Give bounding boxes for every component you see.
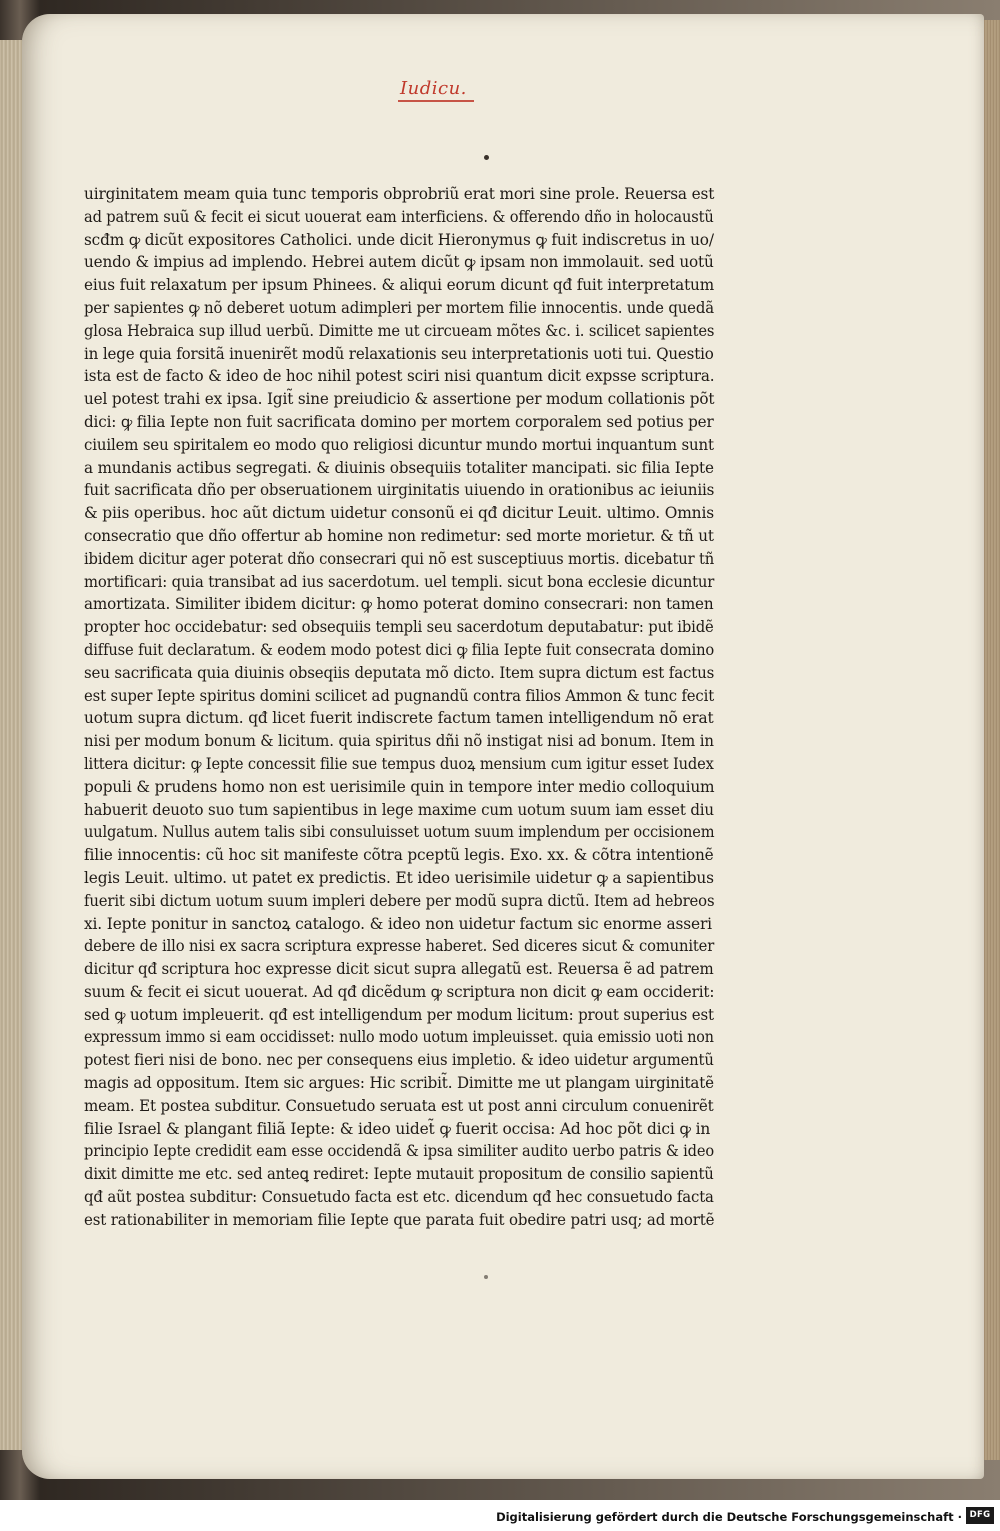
- text-line: glosa Hebraica sup illud uerbũ. Dimitte me ut circueam mõtes &c. i. scilicet sapientes: [84, 321, 715, 340]
- running-title: Iudicu.: [400, 78, 467, 99]
- text-line: propter hoc occidebatur: sed obsequiis templi seu sacerdotum deputabatur: put ibidẽ: [84, 618, 714, 637]
- text-line: filie Israel & plangant filiã Iepte: & ideo uidet̃ ꝙ fuerit occisa: Ad hoc põt dici ꝙ in: [84, 1119, 711, 1138]
- text-line: uotum supra dictum. qđ licet fuerit indiscrete factum tamen intelligendum nõ erat: [84, 709, 714, 728]
- text-line: xi. Iepte ponitur in sanctoꝝ catalogo. & ideo non uidetur factum sic enorme asseri: [84, 914, 712, 933]
- text-line: diffuse fuit declaratum. & eodem modo potest dici ꝙ filia Iepte fuit consecrata domino: [84, 640, 715, 659]
- funding-credit: Digitalisierung gefördert durch die Deutsche Forschungsgemeinschaft ·: [496, 1510, 962, 1524]
- text-line: consecratio que dño offertur ab homine non redimetur: sed morte morietur. & tñ ut: [84, 526, 714, 545]
- text-line: & piis operibus. hoc aũt dictum uidetur consonũ ei qđ dicitur Leuit. ultimo. Omnis: [84, 504, 714, 523]
- text-line: a mundanis actibus segregati. & diuinis obsequiis totaliter mancipati. sic filia Iepte: [84, 458, 714, 477]
- text-line: eius fuit relaxatum per ipsum Phinees. & aliqui eorum dicunt qđ fuit interpretatum: [84, 276, 715, 295]
- text-line: est super Iepte spiritus domini scilicet ad pugnandũ contra filios Ammon & tunc fecit: [84, 686, 715, 705]
- text-line: seu sacrificata quia diuinis obseqiis deputata mõ dicto. Item supra dictum est factus: [84, 663, 715, 682]
- text-line: est rationabiliter in memoriam filie Iepte que parata fuit obedire patri usq; ad mortẽ: [84, 1210, 715, 1229]
- text-line: uirginitatem meam quia tunc temporis obprobriũ erat mori sine prole. Reuersa est: [84, 185, 715, 203]
- text-line: uendo & impius ad implendo. Hebrei autem dicũt ꝙ ipsam non immolauit. sed uotũ: [84, 253, 714, 272]
- text-line: amortizata. Similiter ibidem dicitur: ꝙ homo poterat domino consecrari: non tamen: [84, 595, 714, 614]
- text-line: ista est de facto & ideo de hoc nihil potest sciri nisi quantum dicit expsse scriptura.: [84, 367, 715, 386]
- text-line: uulgatum. Nullus autem talis sibi consuluisset uotum suum implendum per occisionem: [84, 823, 715, 842]
- text-line: littera dicitur: ꝙ Iepte concessit filie sue tempus duoꝝ mensium cum igitur esset Iudex: [84, 754, 714, 773]
- text-column: [84, 183, 714, 1232]
- text-line: qđ aũt postea subditur: Consuetudo facta est etc. dicendum qđ hec consuetudo facta: [84, 1188, 714, 1207]
- text-line: ciuilem seu spiritalem eo modo quo religiosi dicuntur mundo mortui inquantum sunt: [84, 435, 714, 454]
- text-line: in lege quia forsitã inuenirẽt modũ relaxationis seu interpretationis uoti tui. Questio: [84, 344, 714, 363]
- text-line: debere de illo nisi ex sacra scriptura expresse haberet. Sed diceres sicut & comuniter: [84, 937, 715, 956]
- text-line: filie innocentis: cũ hoc sit manifeste cõtra pceptũ legis. Exo. xx. & cõtra intentionẽ: [84, 846, 714, 865]
- text-line: populi & prudens homo non est uerisimile quin in tempore inter medio colloquium: [84, 777, 715, 796]
- text-line: habuerit deuoto suo tum sapientibus in lege maxime cum uotum suum iam esset diu: [84, 800, 714, 819]
- text-line: sed ꝙ uotum impleuerit. qđ est intelligendum per modum licitum: prout superius est: [84, 1005, 714, 1024]
- text-line: dicitur qđ scriptura hoc expresse dicit sicut supra allegatũ est. Reuersa ẽ ad patrem: [84, 960, 714, 979]
- text-line: principio Iepte credidit eam esse occidendã & ipsa similiter audito uerbo patris & ideo: [84, 1142, 715, 1161]
- ink-speck: [484, 1275, 488, 1279]
- text-line: ad patrem suũ & fecit ei sicut uouerat eam interficiens. & offerendo dño in holocaustũ: [84, 207, 714, 226]
- text-line: dici: ꝙ filia Iepte non fuit sacrificata domino per mortem corporalem sed potius per: [84, 412, 714, 431]
- text-line: scđm ꝙ dicũt expositores Catholici. unde dicit Hieronymus ꝙ fuit indiscretus in uo/: [84, 230, 714, 249]
- text-line: potest fieri nisi de bono. nec per consequens eius impletio. & ideo uidetur argumentũ: [84, 1051, 714, 1070]
- dfg-logo: DFG: [966, 1507, 994, 1524]
- text-line: fuit sacrificata dño per obseruationem uirginitatis uiuendo in orationibus ac ieiuniis: [84, 481, 715, 500]
- text-line: ibidem dicitur ager poterat dño consecrari qui nõ est susceptiuus mortis. dicebatur tñ: [84, 549, 715, 568]
- text-line: expressum immo si eam occidisset: nullo modo uotum impleuisset. quia emissio uoti non: [84, 1028, 714, 1047]
- text-line: per sapientes ꝙ nõ deberet uotum adimpleri per mortem filie innocentis. unde quedã: [84, 298, 714, 317]
- ink-speck: [484, 155, 489, 160]
- text-line: fuerit sibi dictum uotum suum impleri debere per modũ supra dictũ. Item ad hebreos: [84, 891, 715, 910]
- text-line: legis Leuit. ultimo. ut patet ex predictis. Et ideo uerisimile uidetur ꝙ a sapientibus: [84, 868, 714, 887]
- text-line: suum & fecit ei sicut uouerat. Ad qđ dicẽdum ꝙ scriptura non dicit ꝙ eam occiderit:: [84, 982, 715, 1001]
- text-line: nisi per modum bonum & licitum. quia spiritus dñi nõ instigat nisi ad bonum. Item in: [84, 732, 714, 751]
- text-line: magis ad oppositum. Item sic argues: Hic scribit̃. Dimitte me ut plangam uirginitatẽ: [84, 1074, 714, 1093]
- text-line: uel potest trahi ex ipsa. Igit̃ sine preiudicio & assertione per modum collationis põt: [84, 390, 715, 409]
- text-line: meam. Et postea subditur. Consuetudo seruata est ut post anni circulum conuenirẽt: [84, 1096, 714, 1115]
- text-line: dixit dimitte me etc. sed anteꝗ rediret: Iepte mutauit propositum de consilio sapientũ: [84, 1165, 714, 1184]
- text-line: mortificari: quia transibat ad ius sacerdotum. uel templi. sicut bona ecclesie dicuntur: [84, 572, 715, 591]
